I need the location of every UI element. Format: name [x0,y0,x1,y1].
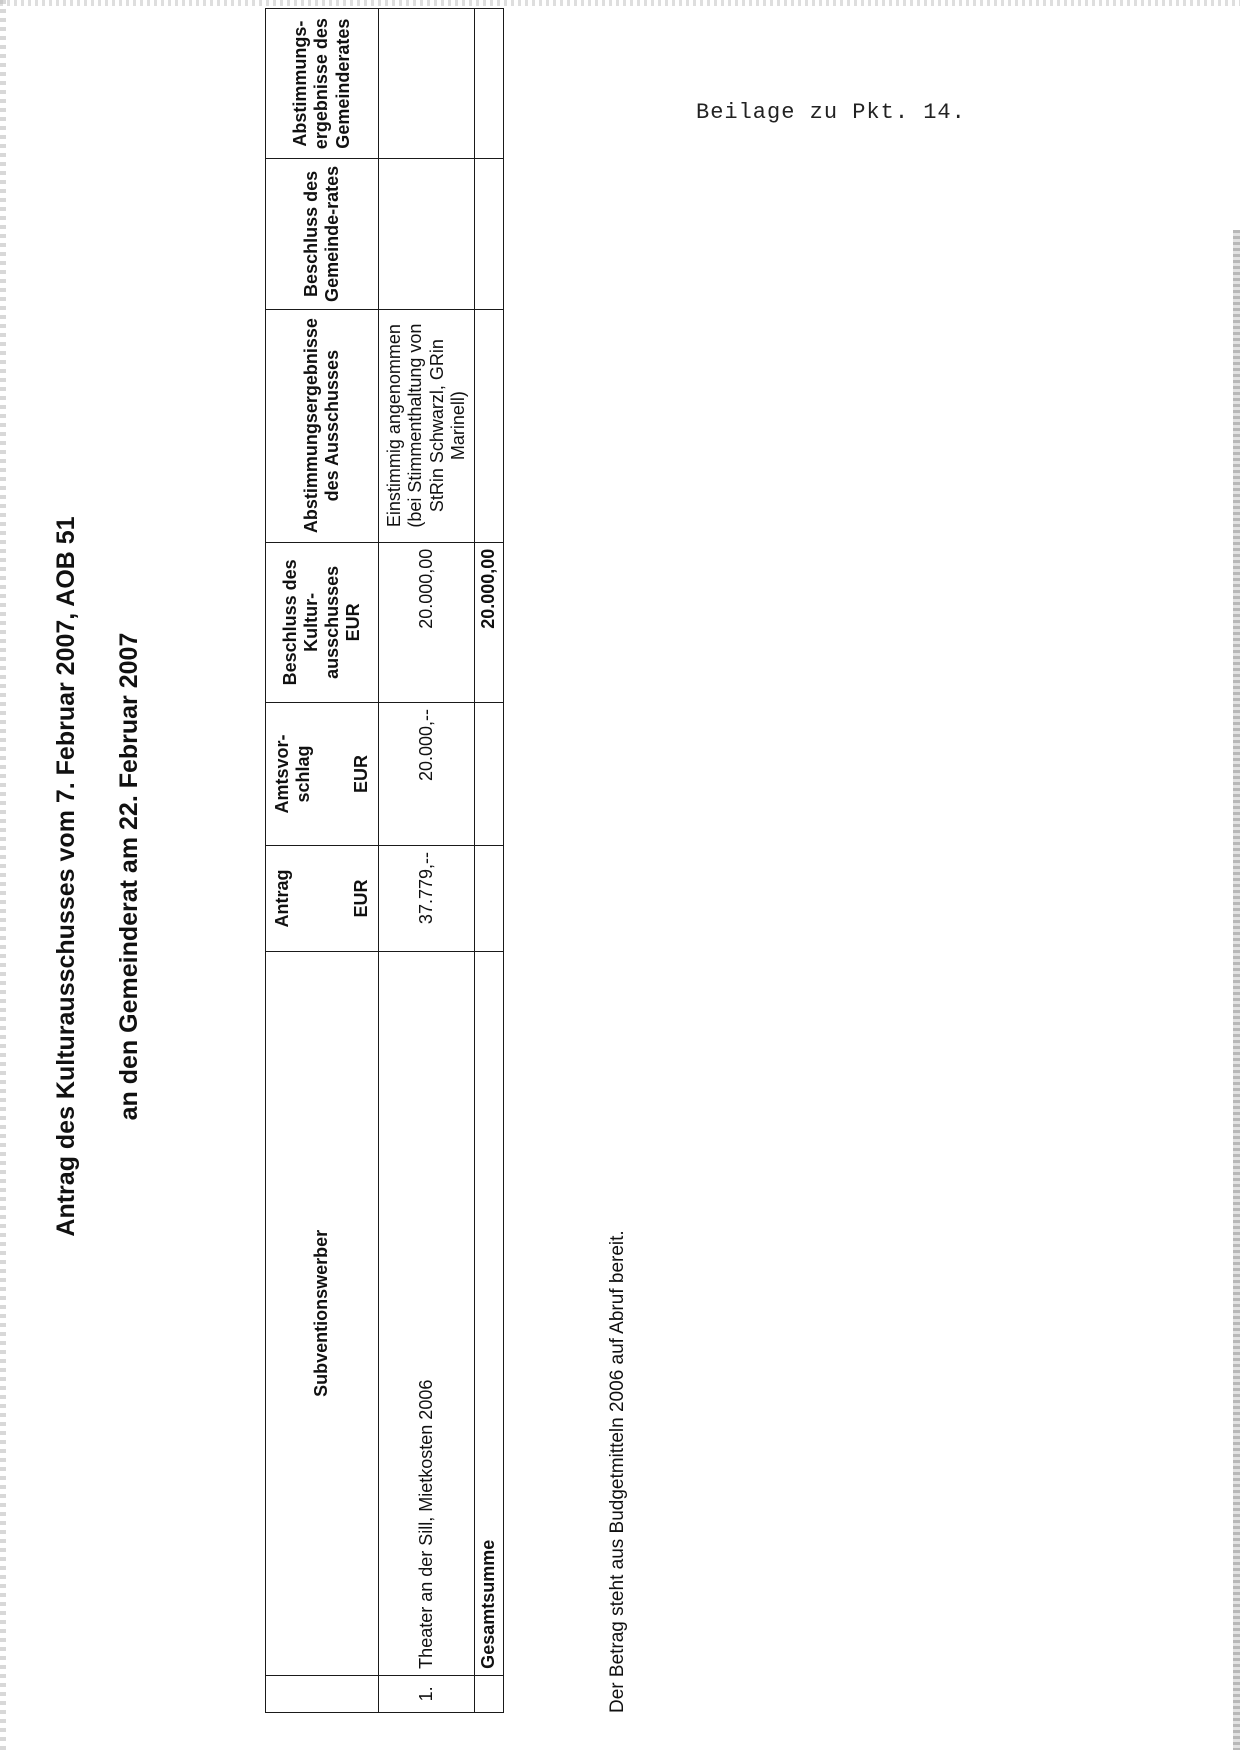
row-antrag: 37.779,-- [379,846,475,952]
header-amtsvorschlag [266,702,379,845]
row-abstimmung-gemeinderat [379,9,475,159]
total-abstimmung-gemeinderat [475,9,504,159]
header-beschluss-ausschuss-label: Beschluss des Kultur-ausschusses [279,559,342,686]
header-amtsvorschlag-unit: EUR [350,754,371,793]
total-label: Gesamtsumme [475,951,504,1675]
document-subtitle: an den Gemeinderat am 22. Februar 2007 [115,632,143,1121]
total-amtsvorschlag [475,702,504,845]
total-abstimmung-ausschuss [475,309,504,542]
header-abstimmung-gemeinderat: Abstimmungs-ergebnisse des Gemeinderates [266,9,379,159]
header-antrag-unit: EUR [350,879,371,918]
header-amtsvorschlag-label: Amtsvor-schlag [272,734,314,814]
row-amtsvorschlag: 20.000,-- [379,702,475,845]
row-beschluss-ausschuss: 20.000,00 [379,542,475,702]
document-title: Antrag des Kulturausschusses vom 7. Februar 2007, AOB 51 [52,516,80,1237]
row-nr: 1. [379,1675,475,1712]
row-beschluss-gemeinderat [379,159,475,309]
header-antrag-label: Antrag [272,869,292,928]
header-beschluss-gemeinderat: Beschluss des Gemeinde-rates [266,159,379,309]
header-abstimmung-ausschuss: Abstimmungsergebnisse des Ausschusses [266,309,379,542]
row-abstimmung-ausschuss: Einstimmig angenommen (bei Stimmenthaltung von StRin Schwarzl, GRin Marinell) [379,309,475,542]
row-name: Theater an der Sill, Mietkosten 2006 [379,951,475,1675]
total-nr [475,1675,504,1712]
total-antrag [475,846,504,952]
table-header-row [266,9,379,1713]
header-beschluss-ausschuss [266,542,379,702]
header-antrag [266,846,379,952]
table-total-row [475,9,504,1713]
header-beschluss-ausschuss-unit: EUR [343,603,364,642]
total-beschluss-ausschuss: 20.000,00 [475,542,504,702]
subsidy-table [265,8,504,1713]
budget-note: Der Betrag steht aus Budgetmitteln 2006 auf Abruf bereit. [607,1230,628,1713]
header-nr [266,1675,379,1712]
attachment-stamp: Beilage zu Pkt. 14. [696,100,966,125]
total-beschluss-gemeinderat [475,159,504,309]
table-row [379,9,475,1713]
header-name: Subventionswerber [266,951,379,1675]
